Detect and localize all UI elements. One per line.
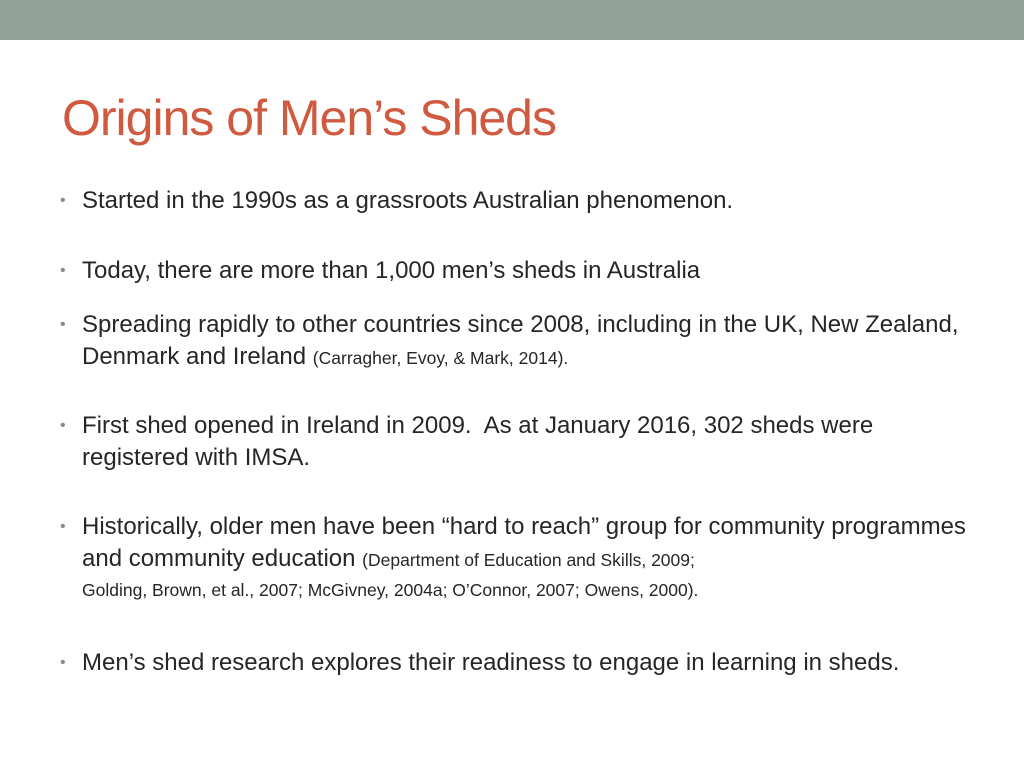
bullet-marker: • xyxy=(60,654,66,671)
bullet-text-main: Historically, older men have been “hard to reach” group for community programmes and community education xyxy=(82,513,966,572)
bullet-citation-continued: Golding, Brown, et al., 2007; McGivney, 2004a; O’Connor, 2007; Owens, 2000). xyxy=(82,580,699,600)
bullet-text-main: Today, there are more than 1,000 men’s sheds in Australia xyxy=(82,257,701,284)
bullet-item xyxy=(60,255,980,287)
bullet-item xyxy=(60,511,980,604)
bullet-citation: (Carragher, Evoy, & Mark, 2014). xyxy=(312,348,569,368)
bullet-text xyxy=(82,511,980,604)
bullet-text xyxy=(82,309,980,374)
bullet-item xyxy=(60,309,980,374)
bullet-item xyxy=(60,647,980,679)
bullet-citation: (Department of Education and Skills, 2009; xyxy=(362,550,695,570)
bullet-text-main: First shed opened in Ireland in 2009. As at January 2016, 302 sheds were registered with IMSA. xyxy=(82,412,880,471)
bullet-text xyxy=(82,185,980,217)
bullet-marker: • xyxy=(60,262,66,279)
bullet-marker: • xyxy=(60,518,66,535)
bullet-text-main: Spreading rapidly to other countries since 2008, including in the UK, New Zealand, Denmark and Ireland xyxy=(82,311,959,370)
bullet-item xyxy=(60,185,980,217)
bullet-marker: • xyxy=(60,192,66,209)
bullet-text xyxy=(82,255,980,287)
slide-title: Origins of Men’s Sheds xyxy=(62,90,556,146)
top-accent-bar xyxy=(0,0,1024,40)
bullet-marker: • xyxy=(60,417,66,434)
bullet-text xyxy=(82,410,980,474)
bullet-marker: • xyxy=(60,316,66,333)
bullet-item xyxy=(60,410,980,474)
bullet-text-main: Men’s shed research explores their readiness to engage in learning in sheds. xyxy=(82,649,900,676)
bullet-text xyxy=(82,647,980,679)
bullet-text-main: Started in the 1990s as a grassroots Australian phenomenon. xyxy=(82,187,734,214)
